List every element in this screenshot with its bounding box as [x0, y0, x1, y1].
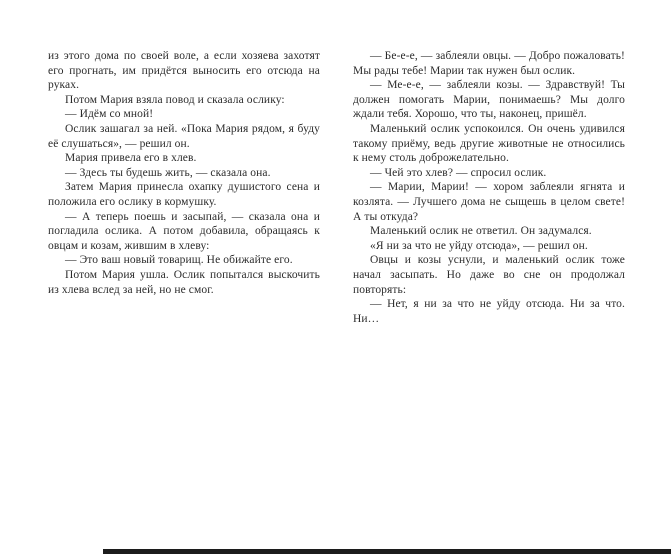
paragraph: — Бе-е-е, — заблеяли овцы. — Добро пожаловать! Мы рады тебе! Марии так нужен был ослик.	[353, 50, 625, 77]
paragraph: Потом Мария ушла. Ослик попытался выскочить из хлева вслед за ней, но не смог.	[48, 268, 320, 296]
paragraph: Затем Мария принесла охапку душистого сена и положила его ослику в кормушку.	[48, 181, 320, 208]
paragraph: — Марии, Марии! — хором заблеяли ягнята и козлята. — Лучшего дома не сыщешь в целом свете! А ты откуда?	[353, 181, 625, 223]
paragraph: Мария привела его в хлев.	[65, 152, 197, 165]
right-text-column	[353, 49, 625, 326]
left-text-column	[48, 49, 320, 326]
paragraph: Маленький ослик успокоился. Он очень удивился такому приёму, ведь другие животные не относились к нему столь доброжелательно.	[353, 122, 625, 165]
paragraph: Потом Мария взяла повод и сказала ослику:	[65, 93, 285, 106]
paragraph: — А теперь поешь и засыпай, — сказала она и погладила ослика. А потом добавила, обращаясь к овцам и козам, жившим в хлеву:	[48, 210, 320, 252]
book-page	[48, 49, 625, 326]
paragraph: Овцы и козы уснули, и маленький ослик тоже начал засыпать. Но даже во сне он продолжал повторять:	[353, 254, 625, 296]
paragraph: — Здесь ты будешь жить, — сказала она.	[65, 166, 271, 179]
page-bottom-edge	[103, 549, 671, 554]
paragraph: Ослик зашагал за ней. «Пока Мария рядом, я буду её слушаться», — решил он.	[48, 122, 320, 150]
paragraph: — Это ваш новый товарищ. Не обижайте его.	[65, 254, 293, 267]
paragraph: Маленький ослик не ответил. Он задумался.	[370, 225, 592, 238]
paragraph: — Ме-е-е, — заблеяли козы. — Здравствуй! Ты должен помогать Марии, понимаешь? Мы долго ждали тебя. Хорошо, что ты, наконец, пришёл.	[353, 79, 625, 121]
paragraph: — Нет, я ни за что не уйду отсюда. Ни за что. Ни…	[353, 298, 625, 325]
paragraph: — Чей это хлев? — спросил ослик.	[370, 166, 547, 179]
paragraph: из этого дома по своей воле, а если хозяева захотят его прогнать, им придётся выносить его отсюда на руках.	[48, 50, 320, 92]
paragraph: — Идём со мной!	[65, 108, 154, 121]
paragraph: «Я ни за что не уйду отсюда», — решил он.	[370, 239, 588, 252]
